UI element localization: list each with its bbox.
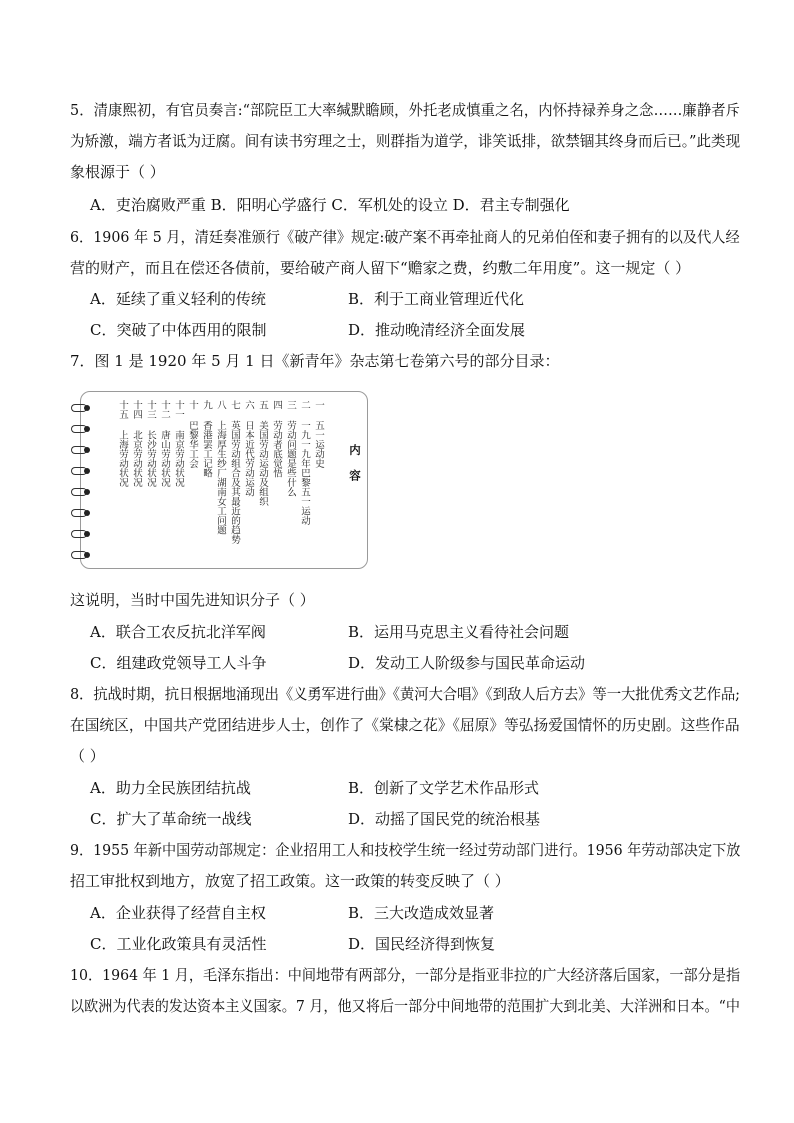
contents-entry-15: 十五 上海劳动状况 [117, 400, 128, 487]
q7-stem-line1: 7．图 1 是 1920 年 5 月 1 日《新青年》杂志第七卷第六号的部分目录： [70, 352, 560, 370]
q9-option-d: D．国民经济得到恢复 [348, 935, 496, 953]
contents-entry-12: 十二 唐山劳动状况 [159, 400, 170, 487]
q8-option-d: D．动摇了国民党的统治根基 [348, 810, 541, 828]
binder-ring-icon [71, 425, 91, 433]
binder-ring-icon [71, 446, 91, 454]
contents-entry-5: 五 美国劳动运动及组织 [257, 400, 268, 506]
contents-entry-8: 八 上海厚生纱厂湖南女工问题 [215, 400, 226, 535]
binder-ring-icon [71, 404, 91, 412]
q8-option-a: A．助力全民族团结抗战 [90, 779, 251, 797]
q6-stem-line2: 营的财产，而且在偿还各债前，要给破产商人留下“赡家之费，约敷二年用度”。这一规定（ ） [70, 259, 691, 277]
contents-entry-9: 九 香港罢工记略 [201, 400, 212, 478]
contents-entry-14: 十四 北京劳动状况 [131, 400, 142, 487]
q9-stem-line1: 9．1955 年新中国劳动部规定：企业招用工人和技校学生统一经过劳动部门进行。1956 年劳动部决定下放 [70, 841, 741, 859]
q9-option-c: C．工业化政策具有灵活性 [90, 935, 267, 953]
q8-stem-line1: 8．抗战时期，抗日根据地涌现出《义勇军进行曲》《黄河大合唱》《到敌人后方去》等一大批优秀文艺作品; [70, 685, 740, 703]
contents-entry-3: 三 劳动问题是些什么 [285, 400, 296, 497]
q6-stem-line1: 6．1906 年 5 月，清廷奏准颁行《破产律》规定:破产案不再牵扯商人的兄弟伯侄和妻子拥有的以及代人经 [70, 228, 740, 246]
q5-stem-line2: 为矫激，端方者诋为迂腐。间有读书穷理之士，则群指为道学，诽笑诋排，欲禁锢其终身而后已。”此类现 [70, 132, 741, 150]
contents-entry-4: 四 劳动者底觉悟 [271, 400, 282, 478]
q8-stem-line2: 在国统区，中国共产党团结进步人士，创作了《棠棣之花》《屈原》等弘扬爱国情怀的历史剧。这些作品 [70, 716, 740, 734]
binder-ring-icon [71, 488, 91, 496]
q10-stem-line2: 以欧洲为代表的发达资本主义国家。7 月，他又将后一部分中间地带的范围扩大到北美、大洋洲和日本。“中 [70, 997, 740, 1015]
contents-entry-7: 七 英国劳动组合及其最近的趋势 [229, 400, 240, 544]
binder-ring-icon [71, 509, 91, 517]
q6-option-d: D．推动晚清经济全面发展 [348, 321, 526, 339]
q6-option-a: A．延续了重义轻利的传统 [90, 290, 266, 308]
q6-option-c: C．突破了中体西用的限制 [90, 321, 267, 339]
q7-option-a: A．联合工农反抗北洋军阀 [90, 623, 266, 641]
q9-option-a: A．企业获得了经营自主权 [90, 904, 266, 922]
q8-stem-line3: （ ） [70, 747, 105, 765]
contents-entry-11: 十一 南京劳动状况 [173, 400, 184, 487]
binder-ring-icon [71, 467, 91, 475]
q5-stem-line1: 5．清康熙初，有官员奏言:“部院臣工大率缄默瞻顾，外托老成慎重之名，内怀持禄养身之念……廉静者斥 [70, 101, 741, 119]
q10-stem-line1: 10．1964 年 1 月，毛泽东指出：中间地带有两部分，一部分是指亚非拉的广大经济落后国家，一部分是指 [70, 966, 741, 984]
contents-entry-2: 二 一九一九年巴黎五一运动 [299, 400, 310, 525]
q7-option-d: D．发动工人阶级参与国民革命运动 [348, 654, 586, 672]
magazine-contents-figure [80, 391, 368, 569]
q5-options: A．吏治腐败严重 B．阳明心学盛行 C．军机处的设立 D．君主专制强化 [90, 196, 570, 214]
contents-entry-13: 十三 长沙劳动状况 [145, 400, 156, 487]
q7-stem-line2: 这说明，当时中国先进知识分子（ ） [70, 591, 315, 609]
q9-option-b: B．三大改造成效显著 [348, 904, 495, 922]
contents-entry-6: 六 日本近代劳动运动 [243, 400, 254, 497]
q8-option-c: C．扩大了革命统一战线 [90, 810, 252, 828]
contents-entry-10: 十 巴黎华工会 [187, 400, 198, 468]
q6-option-b: B．利于工商业管理近代化 [348, 290, 525, 308]
contents-entry-1: 一 五一运动史 [313, 400, 324, 468]
binder-ring-icon [71, 530, 91, 538]
binder-ring-icon [71, 551, 91, 559]
q9-stem-line2: 招工审批权到地方，放宽了招工政策。这一政策的转变反映了（ ） [70, 872, 510, 890]
q8-option-b: B．创新了文学艺术作品形式 [348, 779, 540, 797]
q7-option-b: B．运用马克思主义看待社会问题 [348, 623, 570, 641]
contents-heading: 内容 [348, 444, 362, 495]
q7-option-c: C．组建政党领导工人斗争 [90, 654, 267, 672]
q5-stem-line3: 象根源于（ ） [70, 163, 165, 181]
